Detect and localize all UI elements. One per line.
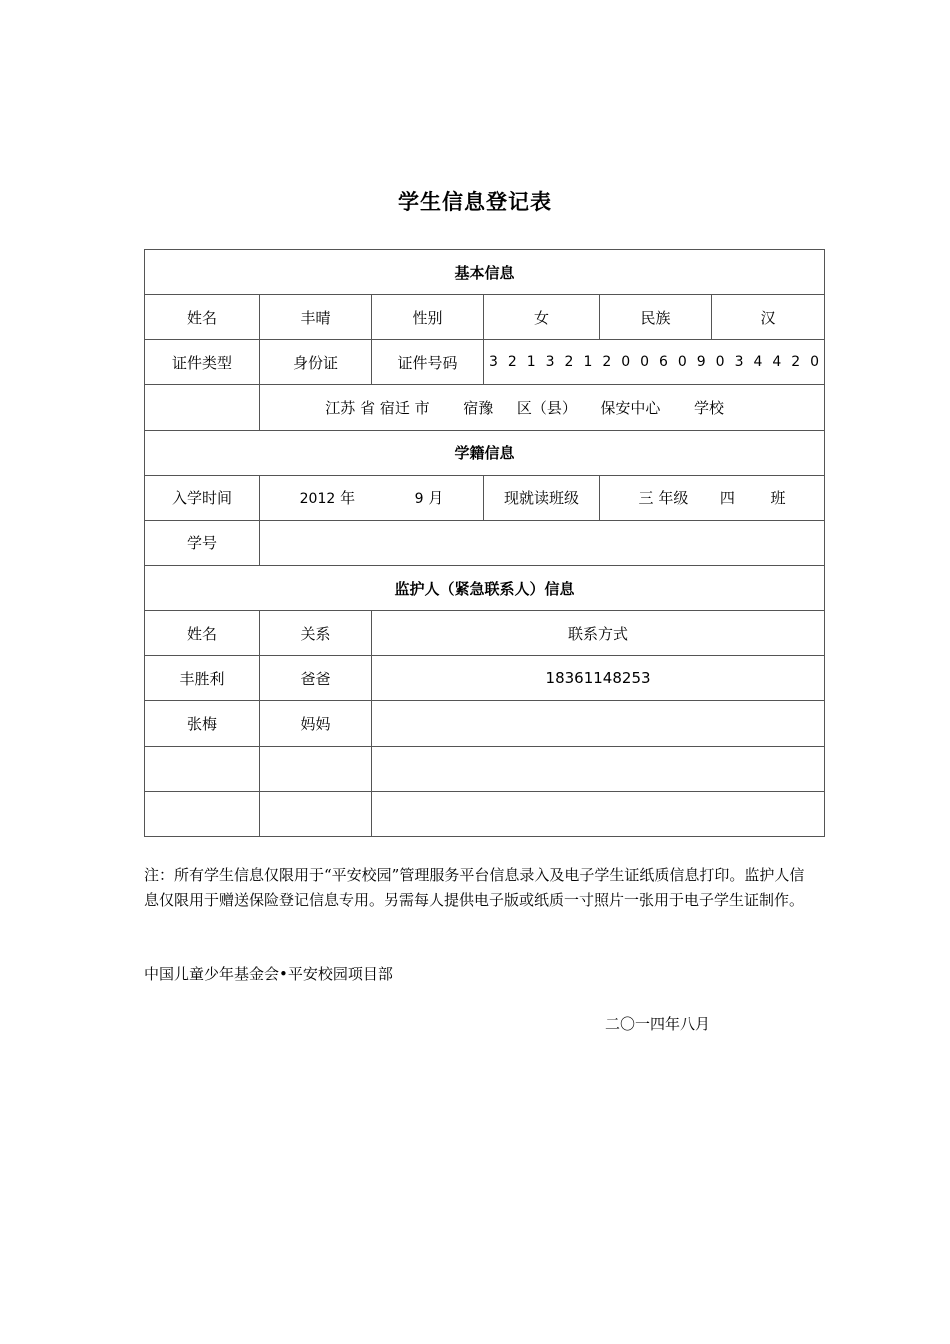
address-school-suffix: 学校 [693, 398, 724, 417]
name-value: 丰晴 [260, 295, 372, 340]
enrollment-month: 9 [414, 491, 424, 508]
address-province-suffix: 省 [360, 398, 376, 417]
footnote: 注：所有学生信息仅限用于“平安校园”管理服务平台信息录入及电子学生证纸质信息打印。监护人信息仅限用于赠送保险登记信息专用。另需每人提供电子版或纸质一寸照片一张用于电子学生证制作。 [144, 866, 805, 909]
guardian-contact: 18361148253 [372, 656, 825, 701]
issue-date: 二〇一四年八月 [605, 1015, 711, 1033]
address-value [260, 385, 825, 430]
id-digit: 3 [734, 354, 744, 371]
student-no-value [260, 520, 825, 565]
id-digit: 9 [696, 354, 706, 371]
guardian-relation: 妈妈 [260, 701, 372, 746]
id-type-label: 证件类型 [145, 340, 260, 385]
guardian-relation: 爸爸 [260, 656, 372, 701]
id-digit: 3 [545, 354, 555, 371]
id-digit: 3 [488, 354, 498, 371]
page-title: 学生信息登记表 [398, 189, 552, 214]
current-class-value [600, 475, 825, 520]
enrollment-year: 2012 [299, 491, 336, 508]
id-digit: 2 [507, 354, 517, 371]
address-label-cell [145, 385, 260, 430]
student-no-label: 学号 [145, 520, 260, 565]
id-digit-boxes [484, 340, 824, 384]
id-digit: 0 [715, 354, 725, 371]
guardian-header-contact: 联系方式 [372, 611, 825, 656]
id-digit: 1 [526, 354, 536, 371]
ethnicity-label: 民族 [600, 295, 712, 340]
current-class-label: 现就读班级 [484, 475, 600, 520]
id-number-label: 证件号码 [372, 340, 484, 385]
class-value: 四 [719, 489, 735, 508]
ethnicity-value: 汉 [712, 295, 825, 340]
guardian-contact [372, 791, 825, 836]
gender-label: 性别 [372, 295, 484, 340]
id-type-value: 身份证 [260, 340, 372, 385]
address-city: 宿迁 [379, 398, 410, 417]
id-number-value [484, 340, 825, 385]
id-digit: 0 [810, 354, 820, 371]
id-digit: 0 [677, 354, 687, 371]
organization-name: 中国儿童少年基金会•平安校园项目部 [144, 965, 393, 983]
enrollment-date-value [260, 475, 484, 520]
guardian-relation [260, 746, 372, 791]
guardian-row [145, 746, 825, 791]
guardian-name: 丰胜利 [145, 656, 260, 701]
id-digit: 2 [791, 354, 801, 371]
name-label: 姓名 [145, 295, 260, 340]
guardian-header-name: 姓名 [145, 611, 260, 656]
id-digit: 0 [621, 354, 631, 371]
address-district-suffix: 区（县） [516, 398, 577, 417]
guardian-row [145, 701, 825, 746]
address-city-suffix: 市 [414, 398, 430, 417]
grade-suffix: 年级 [658, 489, 689, 508]
id-digit: 1 [583, 354, 593, 371]
address-province: 江苏 [325, 398, 356, 417]
id-digit: 2 [564, 354, 574, 371]
guardian-contact [372, 701, 825, 746]
class-suffix: 班 [770, 489, 786, 508]
guardian-name [145, 791, 260, 836]
address-school: 保安中心 [600, 398, 661, 417]
id-digit: 4 [753, 354, 763, 371]
grade-value: 三 [638, 489, 654, 508]
enrollment-month-suffix: 月 [428, 489, 444, 508]
section-basic-info: 基本信息 [145, 250, 825, 295]
guardian-row [145, 791, 825, 836]
id-digit: 4 [772, 354, 782, 371]
registration-form [144, 249, 825, 837]
guardian-name [145, 746, 260, 791]
id-digit: 6 [659, 354, 668, 371]
guardian-relation [260, 791, 372, 836]
guardian-header-relation: 关系 [260, 611, 372, 656]
section-enrollment-info: 学籍信息 [145, 430, 825, 475]
guardian-name: 张梅 [145, 701, 260, 746]
id-digit: 2 [602, 354, 612, 371]
id-digit: 0 [640, 354, 650, 371]
enrollment-date-label: 入学时间 [145, 475, 260, 520]
guardian-row [145, 656, 825, 701]
section-guardian-info: 监护人（紧急联系人）信息 [145, 565, 825, 610]
gender-value: 女 [484, 295, 600, 340]
address-district: 宿豫 [463, 398, 494, 417]
enrollment-year-suffix: 年 [340, 489, 356, 508]
guardian-contact [372, 746, 825, 791]
